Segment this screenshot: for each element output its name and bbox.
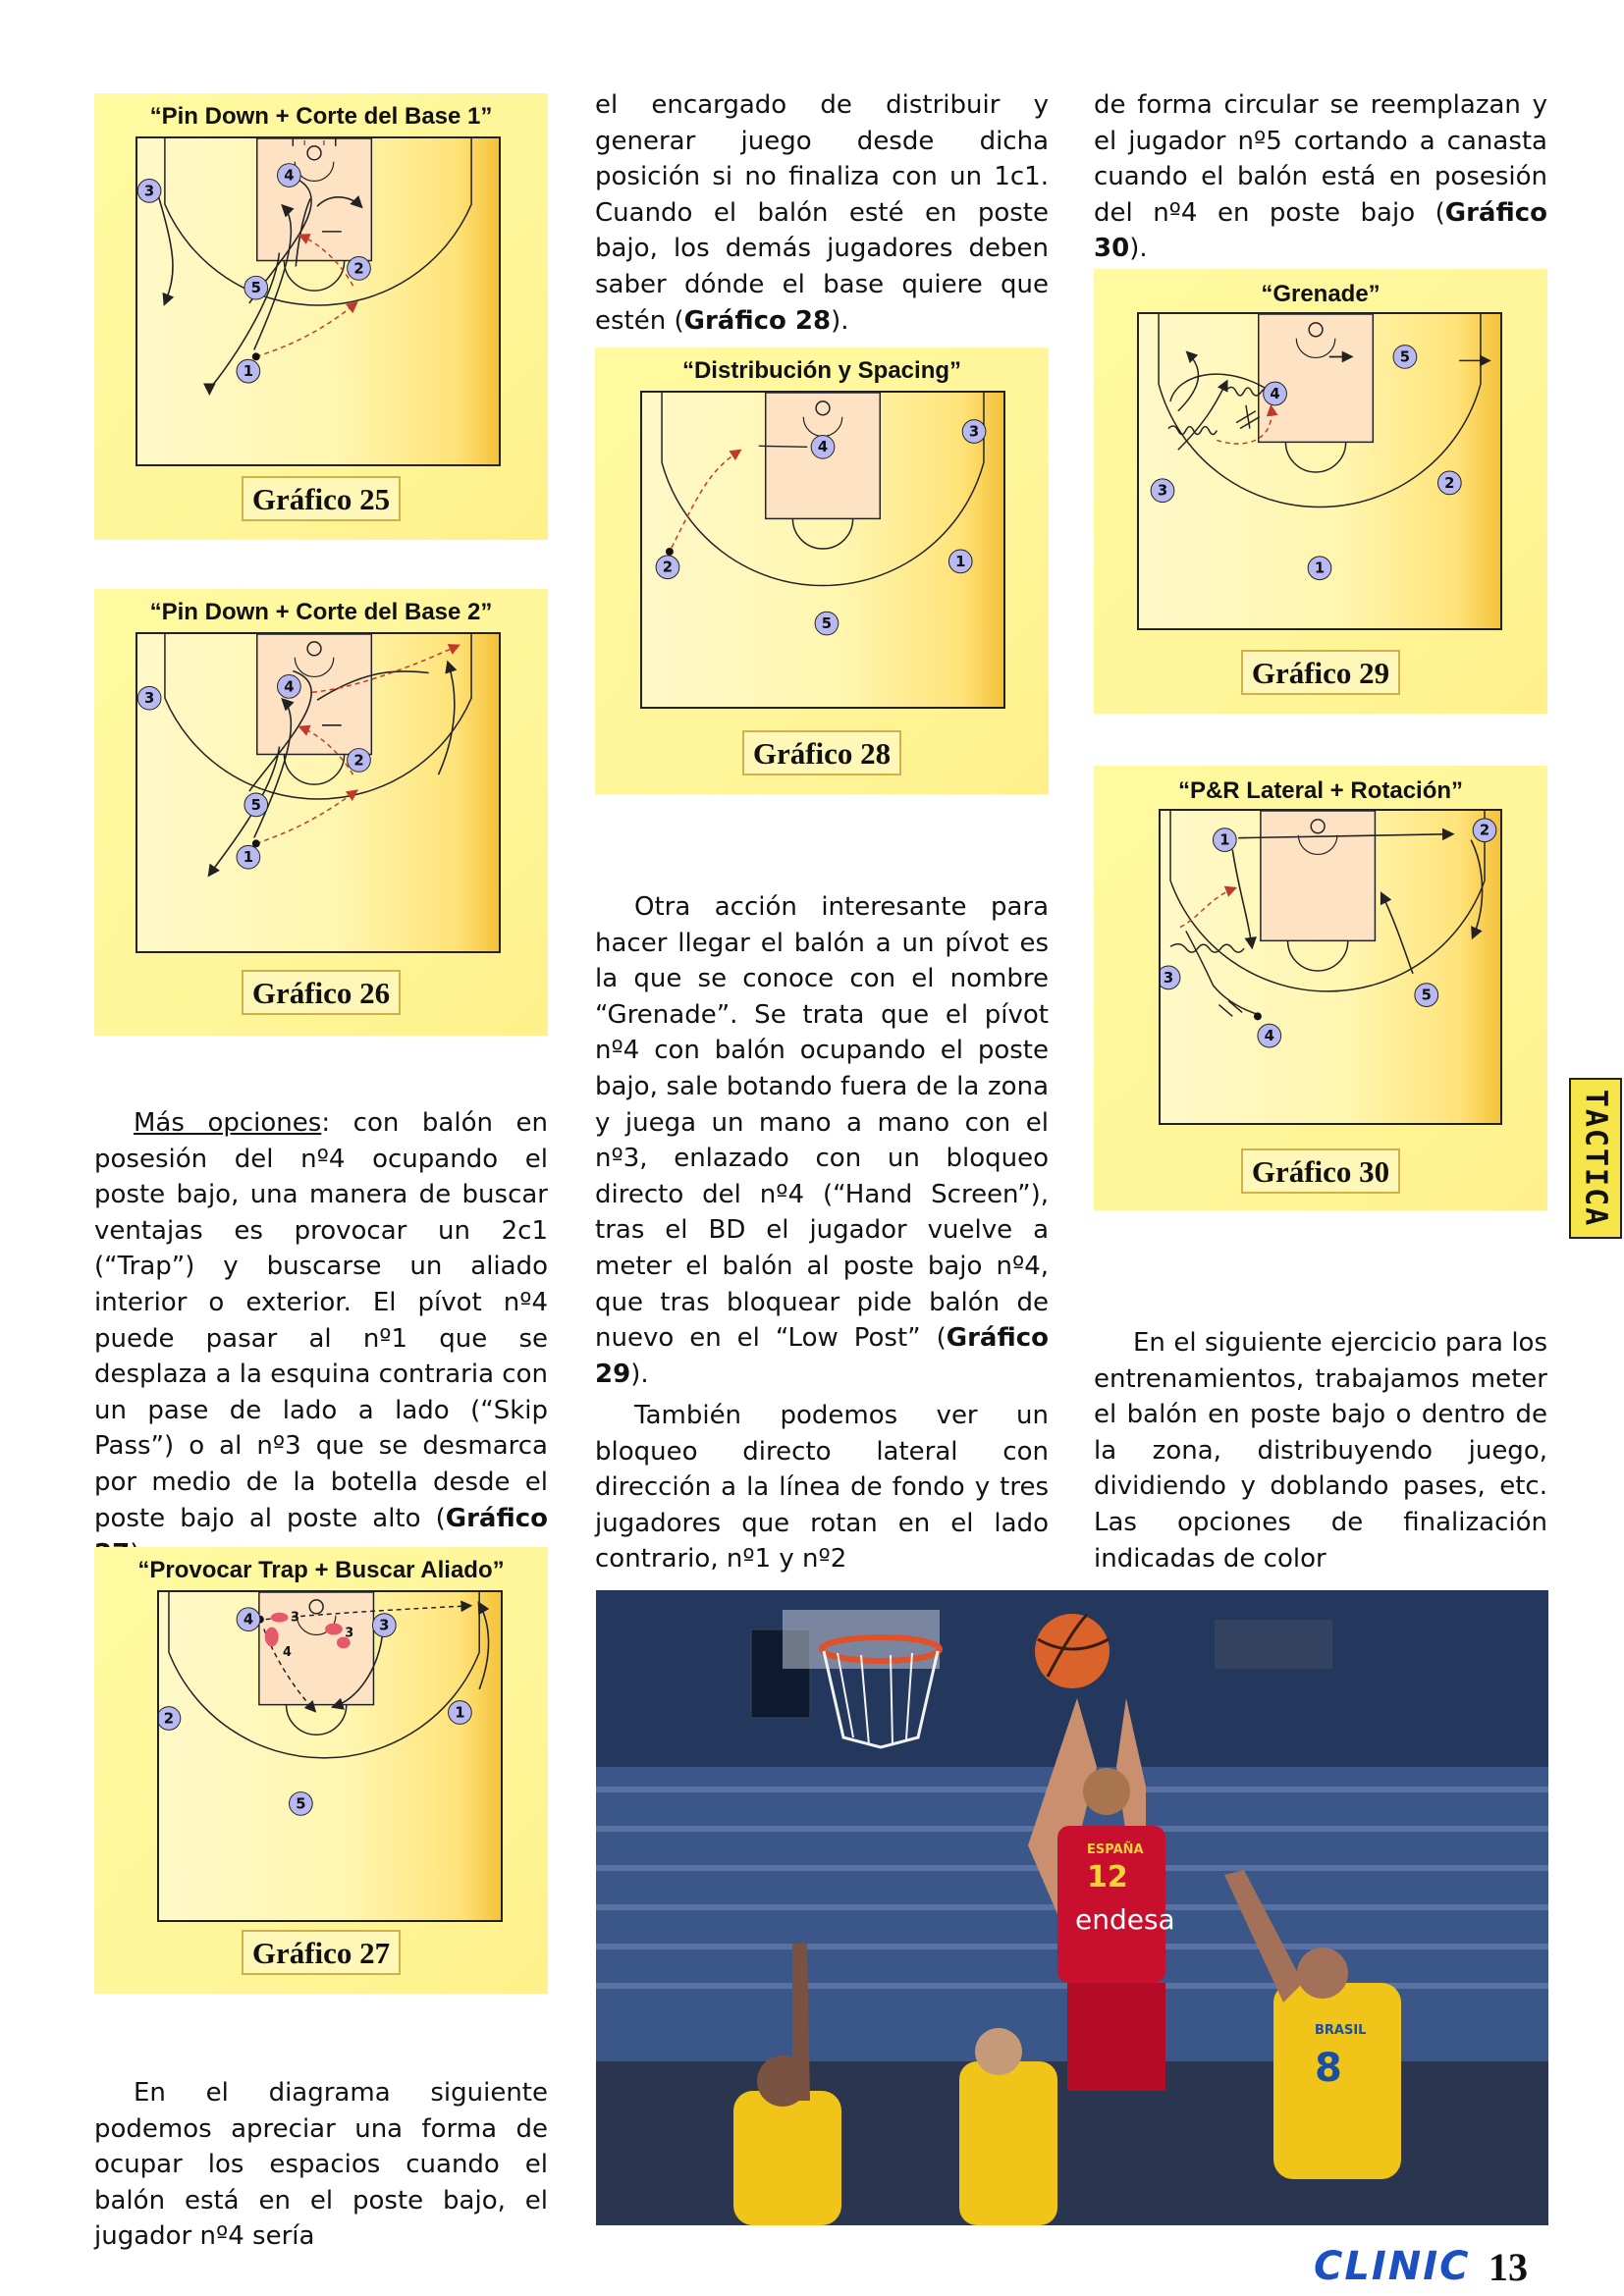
player-3: 3 <box>379 1617 390 1634</box>
player-2: 2 <box>163 1710 175 1728</box>
diagram-panel-g29 <box>1094 269 1547 714</box>
player-4: 4 <box>1270 385 1280 402</box>
player-1: 1 <box>955 553 966 570</box>
figure-ref: Gráfico 29 <box>595 1323 1049 1389</box>
figure-ref: Gráfico <box>445 1503 548 1533</box>
diagram-panel-g27 <box>94 1547 548 1994</box>
diagram-title: “Provocar Trap + Buscar Aliado” <box>137 1557 505 1583</box>
diagram-label: Gráfico 25 <box>242 476 401 521</box>
court <box>1159 809 1502 1125</box>
court <box>640 391 1005 709</box>
diagram-title: “Pin Down + Corte del Base 2” <box>149 599 493 625</box>
column-2-text-a: el encargado de distribuir y generar juego desde dicha posición si no finaliza con un 1c1. Cuando el balón esté en poste bajo, los demás jugadores deben saber dónde el base quiere que estén (Gráfico 28). <box>595 90 1049 336</box>
spain-jersey-number: 12 <box>1087 1860 1128 1895</box>
player-5: 5 <box>296 1795 306 1813</box>
column-3-text-a: de forma circular se reemplazan y el jugador nº5 cortando a canasta cuando el balón está en posesión del nº4 en poste bajo (Gráfico 30). <box>1094 90 1547 264</box>
player-4: 4 <box>284 678 295 696</box>
section-tab <box>1569 1078 1622 1239</box>
player-2: 2 <box>353 260 364 278</box>
court <box>135 632 501 953</box>
diagram-title: “Grenade” <box>1261 281 1380 307</box>
court-lines <box>642 393 1003 707</box>
player-3: 3 <box>143 690 155 708</box>
column-1-text-b: En el diagrama siguiente podemos apreciar una forma de ocupar los espacios cuando el balón está en el poste bajo, el jugador nº4 sería <box>94 2078 548 2252</box>
court <box>157 1590 503 1922</box>
player-5: 5 <box>250 280 261 297</box>
player-1: 1 <box>243 363 254 381</box>
court-lines <box>159 1592 501 1920</box>
court-lines <box>1139 314 1500 628</box>
column-1-text-a: Más opciones: con balón en posesión del nº4 ocupando el poste bajo, una manera de buscar ventajas es provocar un 2c1 (“Trap”) y buscarse un aliado interior o exterior. El pívot nº4 puede pasar al nº1 que se desplaza a la esquina contraria con un pase de lado a lado (“Skip Pass”) o al nº3 que se desmarca por medio de la botella desde el poste bajo al poste alto (Gráfico <box>94 1105 548 1573</box>
diagram-label: Gráfico 27 <box>242 1930 401 1975</box>
figure-ref: Gráfico 30 <box>1094 197 1547 264</box>
player-5: 5 <box>1421 987 1432 1004</box>
section-tab-label: TACTICA <box>1578 1089 1613 1228</box>
player-3: 3 <box>1163 969 1174 987</box>
diagram-label: Gráfico 30 <box>1241 1148 1400 1194</box>
diagram-panel-g26 <box>94 589 548 1036</box>
sponsor-logo: endesa <box>1075 1903 1175 1936</box>
player-5: 5 <box>821 615 833 632</box>
diagram-label: Gráfico 29 <box>1241 650 1400 695</box>
court <box>1137 312 1502 630</box>
court <box>135 136 501 466</box>
player-2: 2 <box>1479 822 1490 839</box>
player-2: 2 <box>353 752 364 770</box>
page-number: 13 <box>1489 2245 1528 2289</box>
column-2-text-b: Otra acción interesante para hacer llegar el balón a un pívot es la que se conoce con el nombre “Grenade”. Se trata que el pívot nº4 con balón ocupando el poste bajo, sale botando fuera de la zona y juega un mano a mano con el nº3, enlazado con un bloqueo directo del nº4 (“Hand Screen”), tras el BD el jugador vuelve a meter el balón al poste bajo nº4, que tras bloquear pide balón de nuevo en el “Low Post” (Gráfico 29). <box>595 892 1049 1389</box>
diagram-title: “P&R Lateral + Rotación” <box>1177 777 1464 804</box>
court-lines <box>1161 811 1500 1123</box>
diagram-title: “Distribución y Spacing” <box>681 357 962 384</box>
diagram-label: Gráfico 28 <box>742 730 901 775</box>
magazine-logo: CLINIC <box>1314 2244 1471 2289</box>
court-lines <box>137 634 499 951</box>
diagram-panel-g25 <box>94 93 548 540</box>
player-1: 1 <box>1219 831 1230 849</box>
brazil-jersey-text: BRASIL <box>1315 2023 1367 2038</box>
diagram-label: Gráfico 26 <box>242 970 401 1015</box>
diagram-panel-g30 <box>1094 766 1547 1210</box>
player-1: 1 <box>1314 560 1326 577</box>
subheading-more-options: Más opciones <box>134 1108 322 1138</box>
column-3-text-b: En el siguiente ejercicio para los entrenamientos, trabajamos meter el balón en poste bajo o dentro de la zona, distribuyendo juego, dividiendo y doblando pases, etc. Las opciones de finalización indicadas de color <box>1094 1328 1547 1574</box>
player-5: 5 <box>250 796 261 814</box>
player-1: 1 <box>243 849 254 867</box>
basketball-photo <box>596 1590 1548 2225</box>
defender-4: 4 <box>283 1645 292 1661</box>
diagram-title: “Pin Down + Corte del Base 1” <box>149 103 493 130</box>
player-1: 1 <box>455 1704 465 1722</box>
photo-illustration <box>596 1590 1548 2225</box>
diagram-panel-g28 <box>595 347 1049 794</box>
player-2: 2 <box>662 559 674 576</box>
player-4: 4 <box>243 1611 254 1629</box>
spain-jersey-text: ESPAÑA <box>1087 1842 1144 1857</box>
player-4: 4 <box>1264 1028 1274 1045</box>
figure-ref: Gráfico 28 <box>683 305 832 336</box>
column-2-text-c: También podemos ver un bloqueo directo lateral con dirección a la línea de fondo y tres jugadores que rotan en el lado contrario, nº1 y nº2 <box>595 1401 1049 1575</box>
player-4: 4 <box>284 167 295 185</box>
court-lines <box>137 138 499 464</box>
player-3: 3 <box>968 423 980 441</box>
player-4: 4 <box>817 439 829 456</box>
player-2: 2 <box>1444 474 1455 492</box>
player-3: 3 <box>1157 482 1168 500</box>
player-5: 5 <box>1399 348 1411 366</box>
defender-3: 3 <box>290 1610 299 1626</box>
defender-3b: 3 <box>345 1626 354 1641</box>
player-3: 3 <box>143 183 155 200</box>
brazil-jersey-number: 8 <box>1315 2046 1342 2091</box>
